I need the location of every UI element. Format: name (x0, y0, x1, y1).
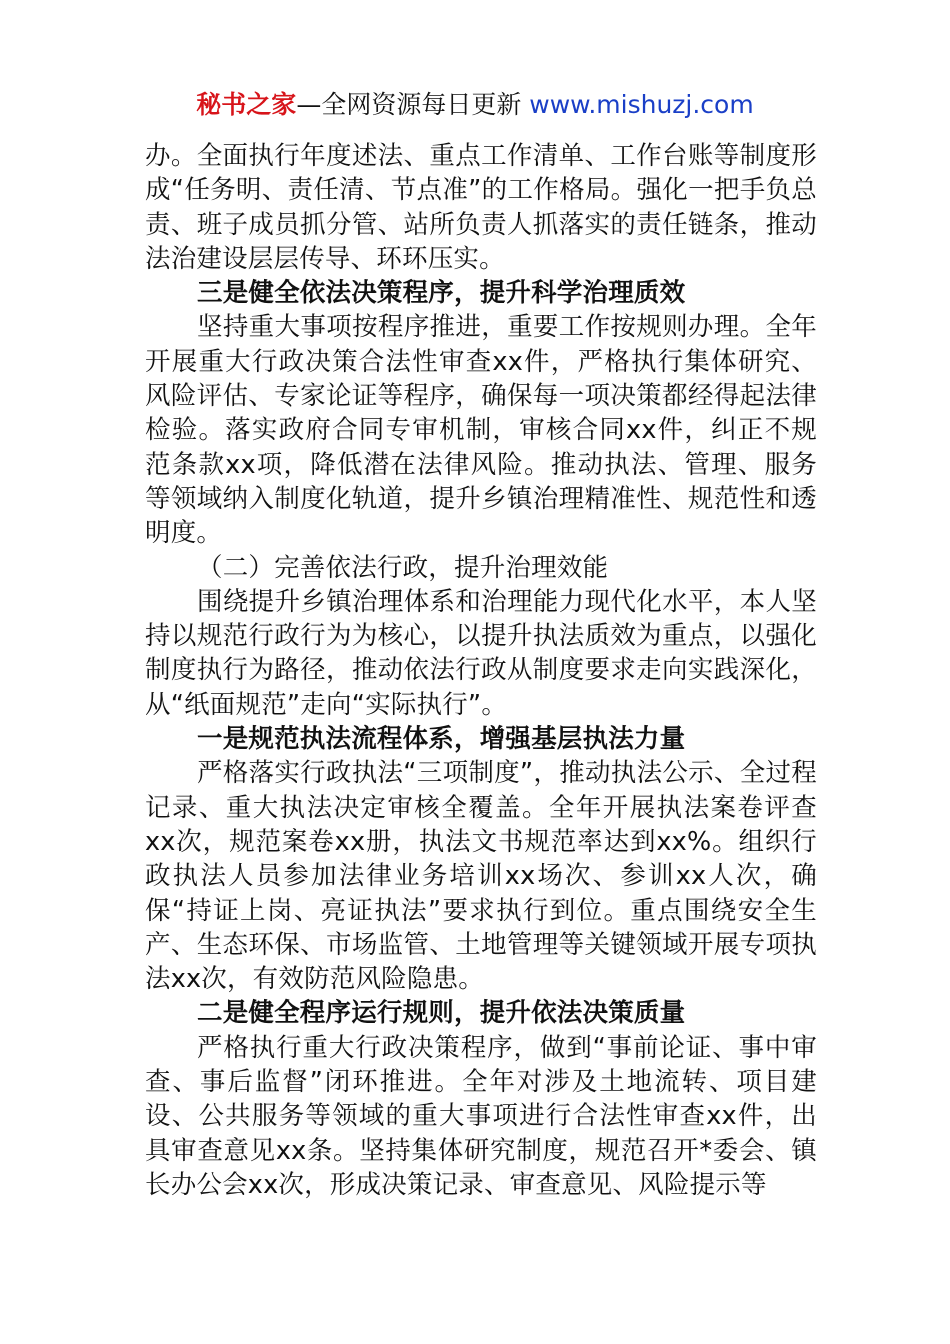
site-url-link[interactable]: www.mishuzj.com (529, 90, 754, 119)
section-heading-administration: （二）完善依法行政，提升治理效能 (197, 552, 609, 583)
paragraph-procedure-rules: 严格执行重大行政决策程序，做到“事前论证、事中审查、事后监督”闭环推进。全年对涉及土地流转、项目建设、公共服务等领域的重大事项进行合法性审查xx件，出具审查意见xx条。坚持集体研究制度，规范召开*委会、镇长办公会xx次，形成决策记录、审查意见、风险提示等 (145, 1032, 817, 1200)
subheading-decision-procedure: 三是健全依法决策程序，提升科学治理质效 (197, 278, 686, 309)
document-body (145, 139, 817, 1202)
paragraph-administration-intro: 围绕提升乡镇治理体系和治理能力现代化水平，本人坚持以规范行政行为为核心，以提升执法质效为重点，以强化制度执行为路径，推动依法行政从制度要求走向实践深化，从“纸面规范”走向“实际执行”。 (145, 586, 817, 720)
paragraph-enforcement-process: 严格落实行政执法“三项制度”，推动执法公示、全过程记录、重大执法决定审核全覆盖。全年开展执法案卷评查xx次，规范案卷xx册，执法文书规范率达到xx%。组织行政执法人员参加法律业务培训xx场次、参训xx人次，确保“持证上岗、亮证执法”要求执行到位。重点围绕安全生产、生态环保、市场监管、土地管理等关键领域开展专项执法xx次，有效防范风险隐患。 (145, 758, 817, 995)
paragraph-continuation: 办。全面执行年度述法、重点工作清单、工作台账等制度形成“任务明、责任清、节点准”的工作格局。强化一把手负总责、班子成员抓分管、站所负责人抓落实的责任链条，推动法治建设层层传导、环环压实。 (145, 141, 817, 274)
subheading-enforcement-process: 一是规范执法流程体系，增强基层执法力量 (197, 724, 686, 755)
page-header (0, 88, 950, 122)
paragraph-decision-procedure: 坚持重大事项按程序推进，重要工作按规则办理。全年开展重大行政决策合法性审查xx件，严格执行集体研究、风险评估、专家论证等程序，确保每一项决策都经得起法律检验。落实政府合同专审机制，审核合同xx件，纠正不规范条款xx项，降低潜在法律风险。推动执法、管理、服务等领域纳入制度化轨道，提升乡镇治理精准性、规范性和透明度。 (145, 312, 817, 549)
brand-name: 秘书之家 (196, 90, 297, 119)
header-tagline: —全网资源每日更新 (296, 90, 522, 119)
subheading-procedure-rules: 二是健全程序运行规则，提升依法决策质量 (197, 998, 686, 1029)
